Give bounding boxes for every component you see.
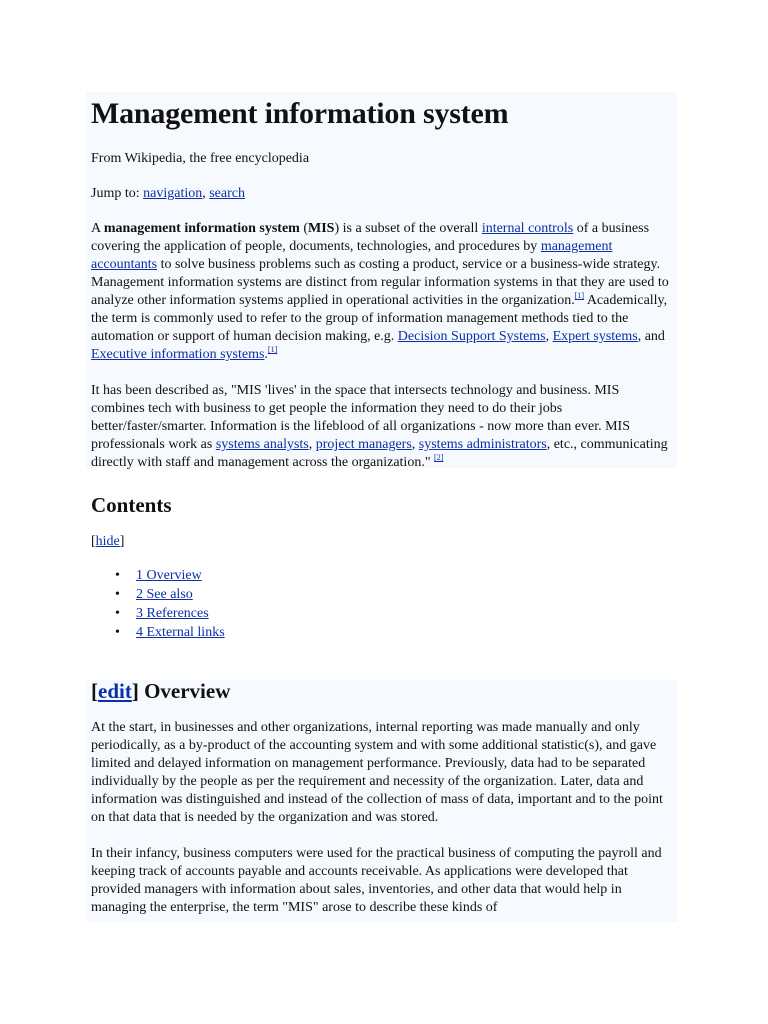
bullet-icon: • — [115, 625, 120, 640]
overview-paragraph-2: In their infancy, business computers were used for the practical business of computing the payroll and keeping track of accounts payable and accounts receivable. As applications were developed that provided managers with information about sales, inventories, and other data that would help in managing the enterprise, the term "MIS" arose to describe these kinds of — [91, 846, 662, 915]
article-tagline: From Wikipedia, the free encyclopedia — [91, 151, 310, 166]
lead-text: A — [91, 221, 104, 236]
lead-abbr: MIS — [308, 221, 335, 236]
lead-text: ) is a subset of the overall — [334, 221, 482, 236]
description-paragraph — [91, 382, 671, 472]
jump-prefix: Jump to: — [91, 186, 144, 201]
bracket-open: [ — [91, 679, 98, 703]
toc-link-references[interactable]: 3 References — [136, 606, 209, 621]
toc-item — [115, 623, 671, 642]
bracket-close: ] — [119, 534, 125, 549]
bracket-open: [ — [91, 534, 96, 549]
systems-analysts-link[interactable]: systems analysts — [215, 437, 309, 452]
jump-to-line — [91, 185, 671, 203]
article-title: Management information system — [91, 97, 509, 130]
lead-text: , — [545, 329, 553, 344]
lead-text: to solve business problems such as costing a product, service or a business-wide strategy. Management information systems are distinct from regular information systems in that they are used to analyze other information systems applied in operational activities in the organization. — [91, 257, 669, 308]
lead-text: Academically, the term is commonly used to refer to the group of information management methods tied to the automation or support of human decision making, e.g. — [91, 293, 668, 344]
contents-heading: Contents — [91, 493, 172, 517]
overview-heading — [91, 678, 671, 704]
bullet-icon: • — [115, 606, 120, 621]
lead-text: . — [264, 347, 268, 362]
search-link[interactable]: search — [209, 186, 245, 201]
reference-link-1[interactable]: [1] — [574, 291, 585, 300]
lead-text: , and — [637, 329, 665, 344]
bullet-icon: • — [115, 587, 120, 602]
toc-link-external-links[interactable]: 4 External links — [136, 625, 225, 640]
description-text: , — [308, 437, 316, 452]
lead-text: of a business covering the application of people, documents, technologies, and procedures by — [91, 221, 650, 254]
toc-link-overview[interactable]: 1 Overview — [136, 568, 202, 583]
reference-link-2[interactable]: [2] — [434, 453, 444, 462]
toc-link-see-also[interactable]: 2 See also — [136, 587, 193, 602]
toc-item — [115, 585, 671, 604]
navigation-link[interactable]: navigation — [143, 186, 203, 201]
description-text: , — [411, 437, 419, 452]
project-managers-link[interactable]: project managers — [315, 437, 412, 452]
table-of-contents — [91, 566, 671, 642]
overview-paragraph-1: At the start, in businesses and other organizations, internal reporting was made manually and only periodically, as a by-product of the accounting system and with some additional statistic(s), and gave limited and delayed information on management performance. Previously, data had to be separated individually by the people as per the requirement and necessity of the organization. Later, data and information was distinguished and instead of the collection of mass of data, important and to the point on that data that is needed by the organization and was stored. — [91, 720, 663, 825]
executive-information-systems-link[interactable]: Executive information systems — [91, 347, 265, 362]
description-text: , etc., communicating directly with staff and management across the organization." — [91, 437, 668, 470]
hide-contents-link[interactable]: hide — [95, 534, 120, 549]
lead-term: management information system — [103, 221, 300, 236]
contents-toggle — [91, 533, 671, 551]
description-text: It has been described as, "MIS 'lives' in the space that intersects technology and business. MIS combines tech with business to get people the information they need to do their jobs better/faster/smarter. Information is the lifeblood of all organizations - now more than ever. MIS professionals work as — [91, 383, 630, 452]
lead-paragraph — [91, 220, 671, 364]
toc-item — [115, 604, 671, 623]
systems-administrators-link[interactable]: systems administrators — [418, 437, 547, 452]
toc-item — [115, 566, 671, 585]
overview-title: Overview — [138, 679, 231, 703]
expert-systems-link[interactable]: Expert systems — [552, 329, 638, 344]
article-content — [91, 92, 671, 917]
lead-text: ( — [299, 221, 308, 236]
jump-comma: , — [202, 186, 210, 201]
decision-support-systems-link[interactable]: Decision Support Systems — [397, 329, 546, 344]
management-accountants-link[interactable]: management accountants — [91, 239, 613, 272]
bracket-close: ] — [131, 679, 139, 703]
bullet-icon: • — [115, 568, 120, 583]
edit-section-link[interactable]: edit — [98, 679, 132, 703]
internal-controls-link[interactable]: internal controls — [481, 221, 574, 236]
reference-link-1b[interactable]: [1] — [267, 345, 278, 354]
